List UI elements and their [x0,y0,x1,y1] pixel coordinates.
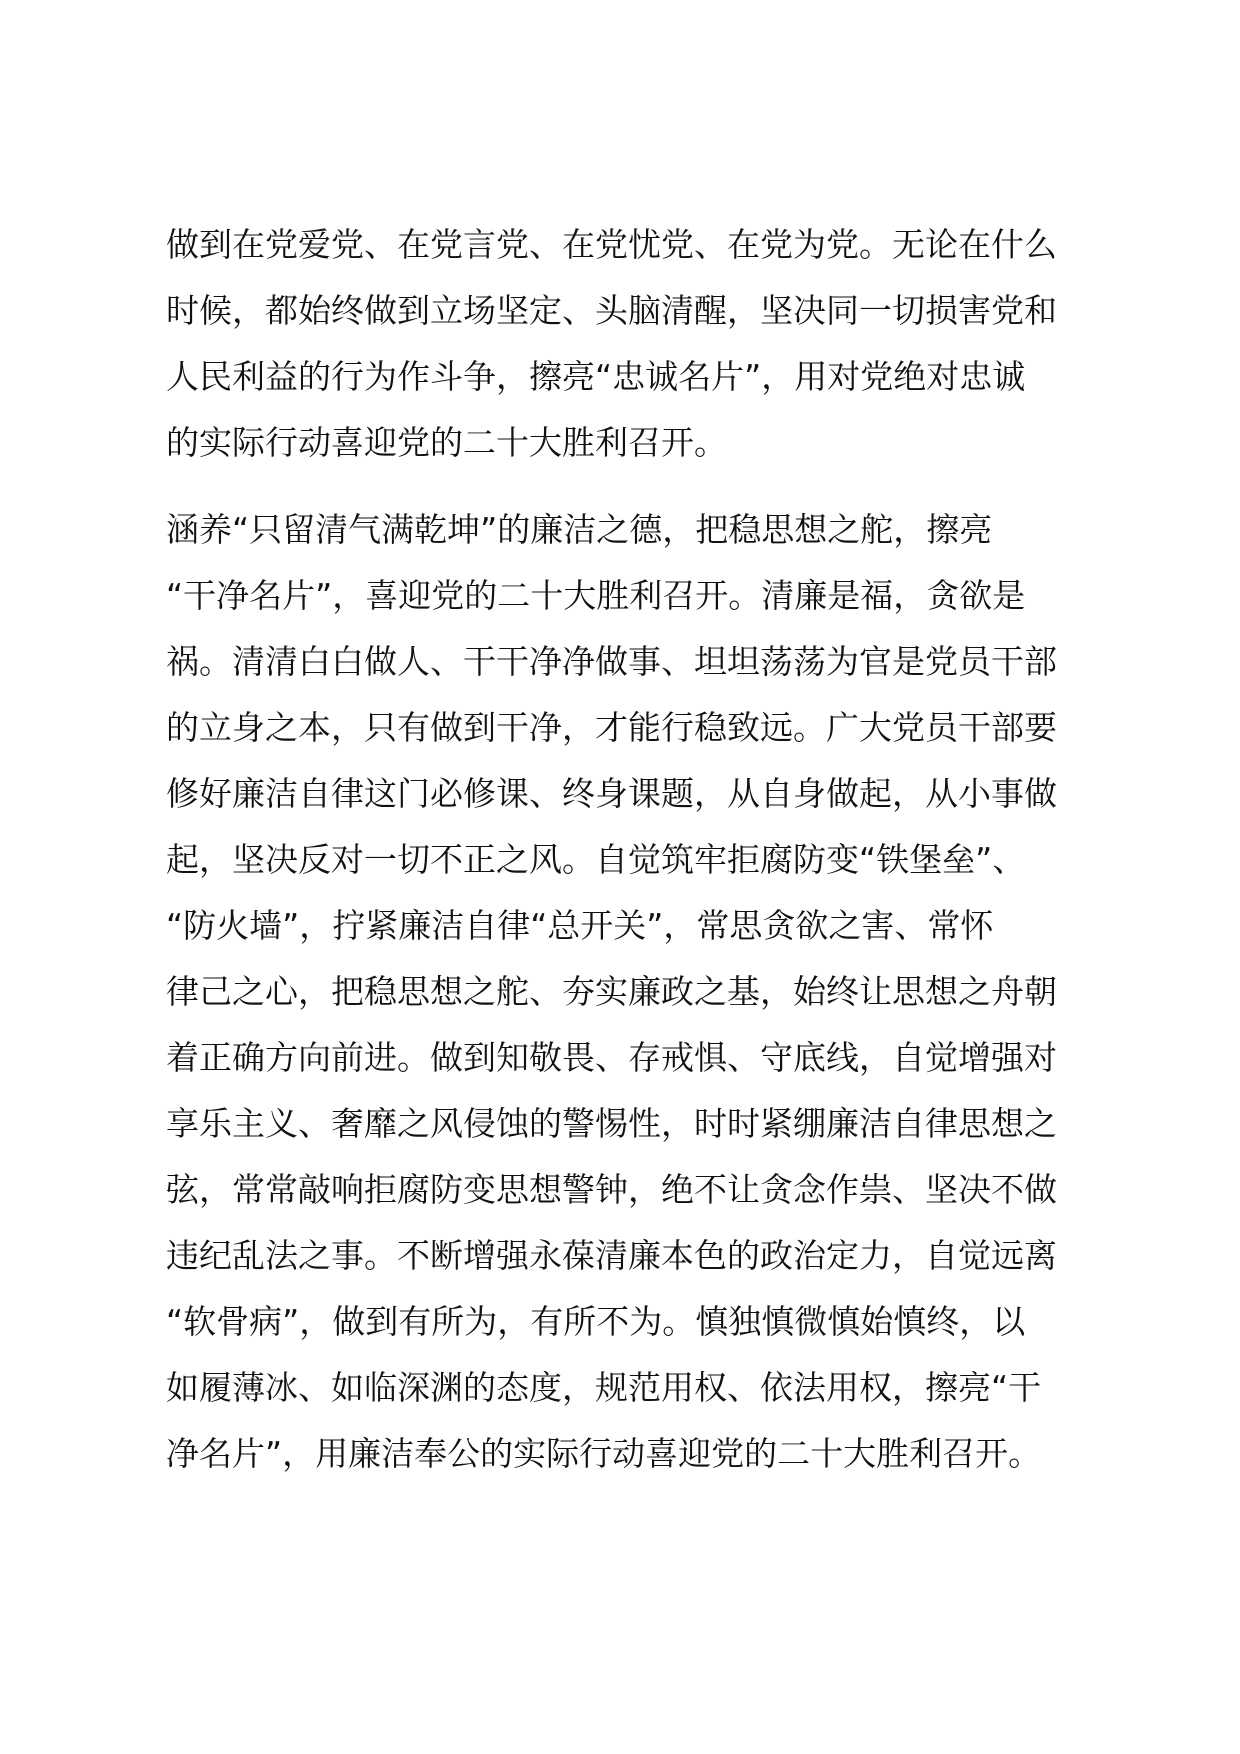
text-line: 时候，都始终做到立场坚定、头脑清醒，坚决同一切损害党和 [166,291,1057,330]
text-line: 着正确方向前进。做到知敬畏、存戒惧、守底线，自觉增强对 [166,1038,1057,1077]
text-line: 弦，常常敲响拒腐防变思想警钟，绝不让贪念作祟、坚决不做 [166,1170,1057,1209]
text-line: 如履薄冰、如临深渊的态度，规范用权、依法用权，擦亮“干 [166,1368,1042,1407]
paragraph-loyalty [166,212,1086,476]
text-line: “软骨病”，做到有所为，有所不为。慎独慎微慎始慎终，以 [166,1302,1026,1341]
text-line: 违纪乱法之事。不断增强永葆清廉本色的政治定力，自觉远离 [166,1236,1057,1275]
text-line: 人民利益的行为作斗争，擦亮“忠诚名片”，用对党绝对忠诚 [166,357,1026,396]
text-line: 涵养“只留清气满乾坤”的廉洁之德，把稳思想之舵，擦亮 [166,510,993,549]
text-line: 净名片”，用廉洁奉公的实际行动喜迎党的二十大胜利召开。 [166,1434,1042,1473]
text-line: 起，坚决反对一切不正之风。自觉筑牢拒腐防变“铁堡垒”、 [166,840,1026,879]
text-line: 的立身之本，只有做到干净，才能行稳致远。广大党员干部要 [166,708,1057,747]
text-line: 的实际行动喜迎党的二十大胜利召开。 [166,423,727,462]
text-line: 享乐主义、奢靡之风侵蚀的警惕性，时时紧绷廉洁自律思想之 [166,1104,1057,1143]
text-line: 做到在党爱党、在党言党、在党忧党、在党为党。无论在什么 [166,225,1057,264]
text-line: “防火墙”，拧紧廉洁自律“总开关”，常思贪欲之害、常怀 [166,906,994,945]
text-line: “干净名片”，喜迎党的二十大胜利召开。清廉是福，贪欲是 [166,576,1026,615]
text-line: 律己之心，把稳思想之舵、夯实廉政之基，始终让思想之舟朝 [166,972,1057,1011]
text-line: 祸。清清白白做人、干干净净做事、坦坦荡荡为官是党员干部 [166,642,1057,681]
text-line: 修好廉洁自律这门必修课、终身课题，从自身做起，从小事做 [166,774,1057,813]
paragraph-integrity [166,497,1086,1487]
